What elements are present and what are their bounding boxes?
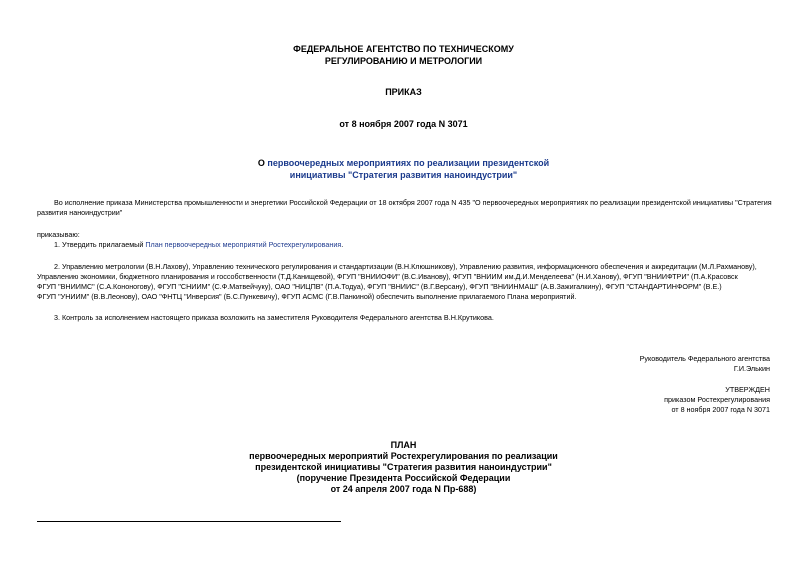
order-word: приказываю: [37,230,80,239]
item-1-prefix: 1. Утвердить прилагаемый [54,240,146,249]
item-2-line1: 2. Управлению метрологии (В.Н.Лахову), Управлению технического регулирования и стандартизации (В.Н.Клюшникову), Управлению развития, информационного обеспечения и аккредитации (М.Л.Рахманову), [54,262,757,271]
plan-line4: от 24 апреля 2007 года N Пр-688) [330,484,477,494]
approval-date: от 8 ноября 2007 года N 3071 [671,405,770,414]
plan-title: ПЛАН [390,440,417,450]
plan-line1: первоочередных мероприятий Ростехрегулирования по реализации [249,451,558,461]
item-1 [54,240,343,250]
document-subject-line1 [0,157,807,169]
document-subject-line2[interactable]: инициативы "Стратегия развития наноиндустрии" [289,170,518,180]
item-2-line4: ФГУП "УНИИМ" (В.В.Леонову), ОАО "ФНТЦ "Инверсия" (Б.С.Пункевичу), ФГУП АСМС (Г.В.Панкиной) обеспечить выполнение прилагаемого Плана мероприятий. [37,292,577,301]
intro-paragraph-line1: Во исполнение приказа Министерства промышленности и энергетики Российской Федерации от 18 октября 2007 года N 435 "О первоочередных мероприятиях по реализации президентской инициативы "Стратегия [54,198,772,207]
approval-by-order: приказом Ростехрегулирования [664,395,770,404]
document-date: от 8 ноября 2007 года N 3071 [339,119,468,129]
item-2-line2: Управлению экономики, бюджетного планирования и госсобственности (Т.Д.Канищевой), ФГУП "ВНИИОФИ" (В.С.Иванову), ФГУП "ВНИИМ им.Д.И.Менделеева" (Н.И.Ханову), ФГУП "ВНИИФТРИ" (П.А.Красовск [37,272,738,281]
item-2-line3: ФГУП "ВНИИМС" (С.А.Кононогову), ФГУП "СНИИМ" (С.Ф.Матвейчуку), ОАО "НИЦПВ" (П.А.Тодуа), ФГУП "ВНИИС" (В.Г.Версану), ФГУП "ВНИИНМАШ" (А.В.Зажигалкину), ФГУП "СТАНДАРТИНФОРМ" (В.Е.) [37,282,722,291]
subject-prefix: О [257,158,268,168]
agency-name-line1: ФЕДЕРАЛЬНОЕ АГЕНТСТВО ПО ТЕХНИЧЕСКОМУ [293,44,514,54]
plan-link[interactable]: План первоочередных мероприятий Ростехрегулирования [145,240,342,249]
footnote-divider [37,521,341,522]
agency-name-line2: РЕГУЛИРОВАНИЮ И МЕТРОЛОГИИ [324,56,483,66]
item-1-suffix: . [341,240,344,249]
signature-position: Руководитель Федерального агентства [639,354,770,363]
plan-line2: президентской инициативы "Стратегия развития наноиндустрии" [255,462,552,472]
document-type: ПРИКАЗ [385,87,422,97]
signature-name: Г.И.Элькин [733,364,770,373]
plan-line3: (поручение Президента Российской Федерации [296,473,511,483]
subject-link[interactable]: первоочередных мероприятиях по реализации президентской [267,158,550,168]
approval-stamp: УТВЕРЖДЕН [725,385,770,394]
item-3: 3. Контроль за исполнением настоящего приказа возложить на заместителя Руководителя Федерального агентства В.Н.Крутикова. [54,313,494,322]
intro-paragraph-line2: развития наноиндустрии" [37,208,123,217]
